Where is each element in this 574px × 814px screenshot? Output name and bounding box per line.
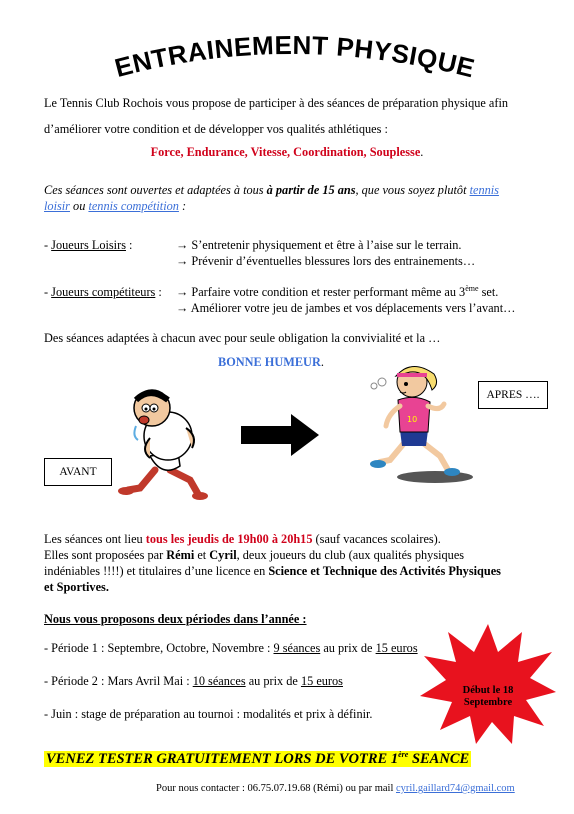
avant-runner-illustration [100,378,220,503]
page-title [0,14,574,84]
competiteurs-item: → Améliorer votre jeu de jambes et vos déplacements vers l’avant… [176,301,516,315]
loisirs-colon: : [125,238,133,252]
period-2 [44,674,343,689]
apres-runner-illustration [360,360,475,485]
loisirs-item: → Prévenir d’éventuelles blessures lors des entrainements… [176,254,476,268]
schedule-text-4: , deux joueurs du club (aux qualités physiques [236,548,465,562]
period-1 [44,641,418,656]
comp-item-1-text: → Parfaire votre condition et rester performant même au 3 [176,285,466,299]
schedule-licence: Science et Technique des Activités Physiques [268,564,501,578]
audience-line-1 [44,183,499,198]
schedule-text-5: indéniables !!!!) et titulaires d’une licence en [44,564,269,578]
tennis-loisir-link[interactable]: tennis [469,183,499,197]
banner-text-2: SEANCE [408,751,470,767]
tennis-loisir-link-cont[interactable]: loisir [44,199,70,213]
loisirs-item: → S’entretenir physiquement et être à l’aise sur le terrain. [176,238,462,252]
start-date-text [440,685,536,709]
page-title-text: ENTRAINEMENT PHYSIQUE [111,29,478,84]
schedule-time: tous les jeudis de 19h00 à 20h15 [145,532,313,546]
start-date-line-2: Septembre [463,697,513,708]
schedule-line-4: et Sportives. [44,580,109,594]
intro-line-1: Le Tennis Club Rochois vous propose de participer à des séances de préparation physique afin [44,96,509,110]
start-date-line-1: Début le 18 [462,685,514,696]
period-1-price-label: au prix de [320,641,376,655]
period-2-sessions: 10 séances [192,674,246,688]
banner-text-1: VENEZ TESTER GRATUITEMENT LORS DE VOTRE 1 [46,751,399,767]
svg-text:ENTRAINEMENT PHYSIQUE [112,30,478,84]
free-trial-banner-text [44,751,471,767]
periods-heading: Nous vous proposons deux périodes dans l’année : [44,612,307,626]
start-date-starburst [418,622,558,746]
apres-label: APRES …. [478,381,548,409]
tennis-competition-link[interactable]: tennis compétition [88,199,179,213]
period-2-price: 15 euros [300,674,343,688]
audience-age: à partir de 15 ans [266,183,356,197]
competiteurs-item [176,285,498,300]
audience-line-2 [44,199,186,214]
period-2-price-label: au prix de [245,674,301,688]
loisirs-label [44,238,132,253]
contact-text: Pour nous contacter : 06.75.07.19.68 (Rémi) ou par mail [156,783,396,794]
comp-dash: - [44,285,52,299]
svg-text:10: 10 [407,415,418,424]
audience-text-1: Ces séances sont ouvertes et adaptées à tous [44,183,267,197]
competiteurs-label [44,285,162,300]
contact-email-link[interactable]: cyril.gaillard74@gmail.com [396,783,515,794]
period-1-text: - Période 1 : Septembre, Octobre, Novembre : [44,641,274,655]
arrow-right-icon [241,414,319,456]
coach-remi: Rémi [166,548,195,562]
comp-colon: : [155,285,162,299]
loisirs-dash: - [44,238,52,252]
bonne-humeur [218,355,324,370]
schedule-text-2: (sauf vacances scolaires). [312,532,441,546]
qualities-period: . [420,145,424,159]
bonne-humeur-period: . [320,355,324,369]
schedule-line-2 [44,548,464,563]
bonne-humeur-text: BONNE HUMEUR [218,355,321,369]
audience-text-2: , que vous soyez plutôt [355,183,470,197]
banner-sup: ère [398,750,409,760]
coach-cyril: Cyril [209,548,237,562]
schedule-et: et [194,548,210,562]
schedule-line-1 [44,532,441,547]
intro-line-2: d’améliorer votre condition et de développer vos qualités athlétiques : [44,122,388,136]
qualities-line [0,145,574,160]
period-3: - Juin : stage de préparation au tournoi : modalités et prix à définir. [44,707,373,721]
comp-item-1-sup: ème [465,283,479,293]
comp-item-1-end: set. [478,285,499,299]
audience-colon: : [178,199,187,213]
schedule-text-3: Elles sont proposées par [44,548,167,562]
period-1-sessions: 9 séances [273,641,321,655]
period-2-text: - Période 2 : Mars Avril Mai : [44,674,193,688]
schedule-text-1: Les séances ont lieu [44,532,146,546]
qualities-text: Force, Endurance, Vitesse, Coordination, Souplesse [150,145,421,159]
adapted-line: Des séances adaptées à chacun avec pour seule obligation la convivialité et la … [44,331,441,345]
audience-or: ou [69,199,89,213]
schedule-line-3 [44,564,501,579]
period-1-price: 15 euros [375,641,418,655]
loisirs-label-text: Joueurs Loisirs [51,238,126,252]
contact-line [156,782,515,795]
free-trial-banner [44,749,471,769]
comp-label-text: Joueurs compétiteurs [51,285,156,299]
avant-label: AVANT [44,458,112,486]
